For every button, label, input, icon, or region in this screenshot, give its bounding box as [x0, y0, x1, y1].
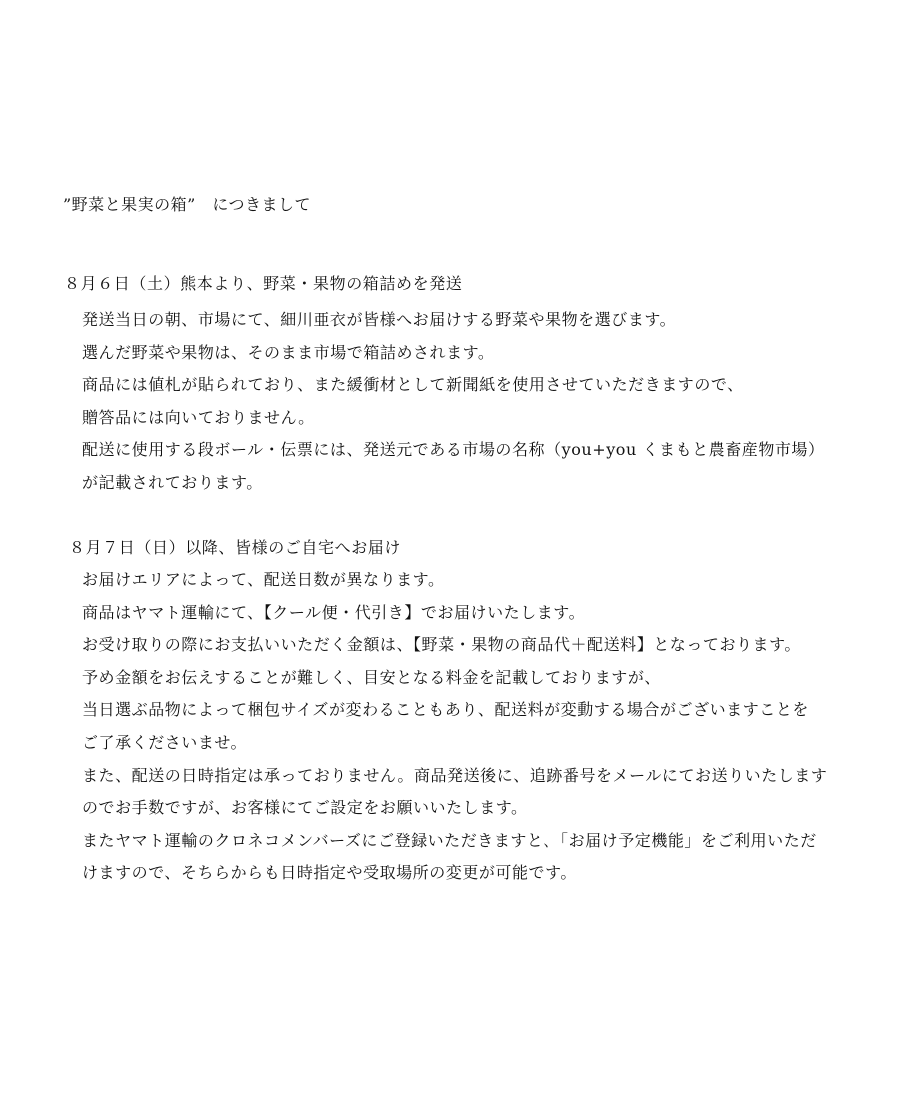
section-heading: ８月７日（日）以降、皆様のご自宅へお届け — [69, 538, 402, 557]
body-line: 贈答品には向いておりません。 — [82, 407, 315, 427]
body-line: また、配送の日時指定は承っておりません。商品発送後に、追跡番号をメールにてお送りいたします — [82, 765, 828, 785]
body-line: けますので、そちらからも日時指定や受取場所の変更が可能です。 — [82, 863, 577, 883]
body-line: が記載されております。 — [82, 472, 263, 492]
body-line: お受け取りの際にお支払いいただく金額は、【野菜・果物の商品代＋配送料】となっております。 — [82, 635, 801, 655]
body-line: 当日選ぶ品物によって梱包サイズが変わることもあり、配送料が変動する場合がございますことを — [82, 700, 809, 720]
body-line: お届けエリアによって、配送日数が異なります。 — [82, 570, 445, 589]
page-title: ”野菜と果実の箱” につきまして — [63, 195, 312, 214]
body-line: 選んだ野菜や果物は、そのまま市場で箱詰めされます。 — [82, 342, 495, 362]
body-line: 商品には値札が貼られており、また緩衝材として新聞紙を使用させていただきますので、 — [82, 375, 744, 395]
section-heading: ８月６日（土）熊本より、野菜・果物の箱詰めを発送 — [64, 274, 463, 293]
body-line: 商品はヤマト運輸にて、【クール便・代引き】でお届けいたします。 — [82, 602, 586, 622]
body-line: 発送当日の朝、市場にて、細川亜衣が皆様へお届けする野菜や果物を選びます。 — [82, 310, 677, 329]
body-line: 配送に使用する段ボール・伝票には、発送元である市場の名称（you+you くまもと農畜産物市場） — [82, 440, 825, 460]
body-line: のでお手数ですが、お客様にてご設定をお願いいたします。 — [82, 798, 528, 818]
section-body — [82, 304, 825, 500]
section-body — [82, 564, 827, 890]
body-line: 予め金額をお伝えすることが難しく、目安となる料金を記載しておりますが、 — [82, 667, 661, 687]
body-line: ご了承くださいませ。 — [82, 732, 248, 752]
body-line: またヤマト運輸のクロネコメンバーズにご登録いただきますと､「お届け予定機能」をご利用いただ — [82, 830, 817, 850]
